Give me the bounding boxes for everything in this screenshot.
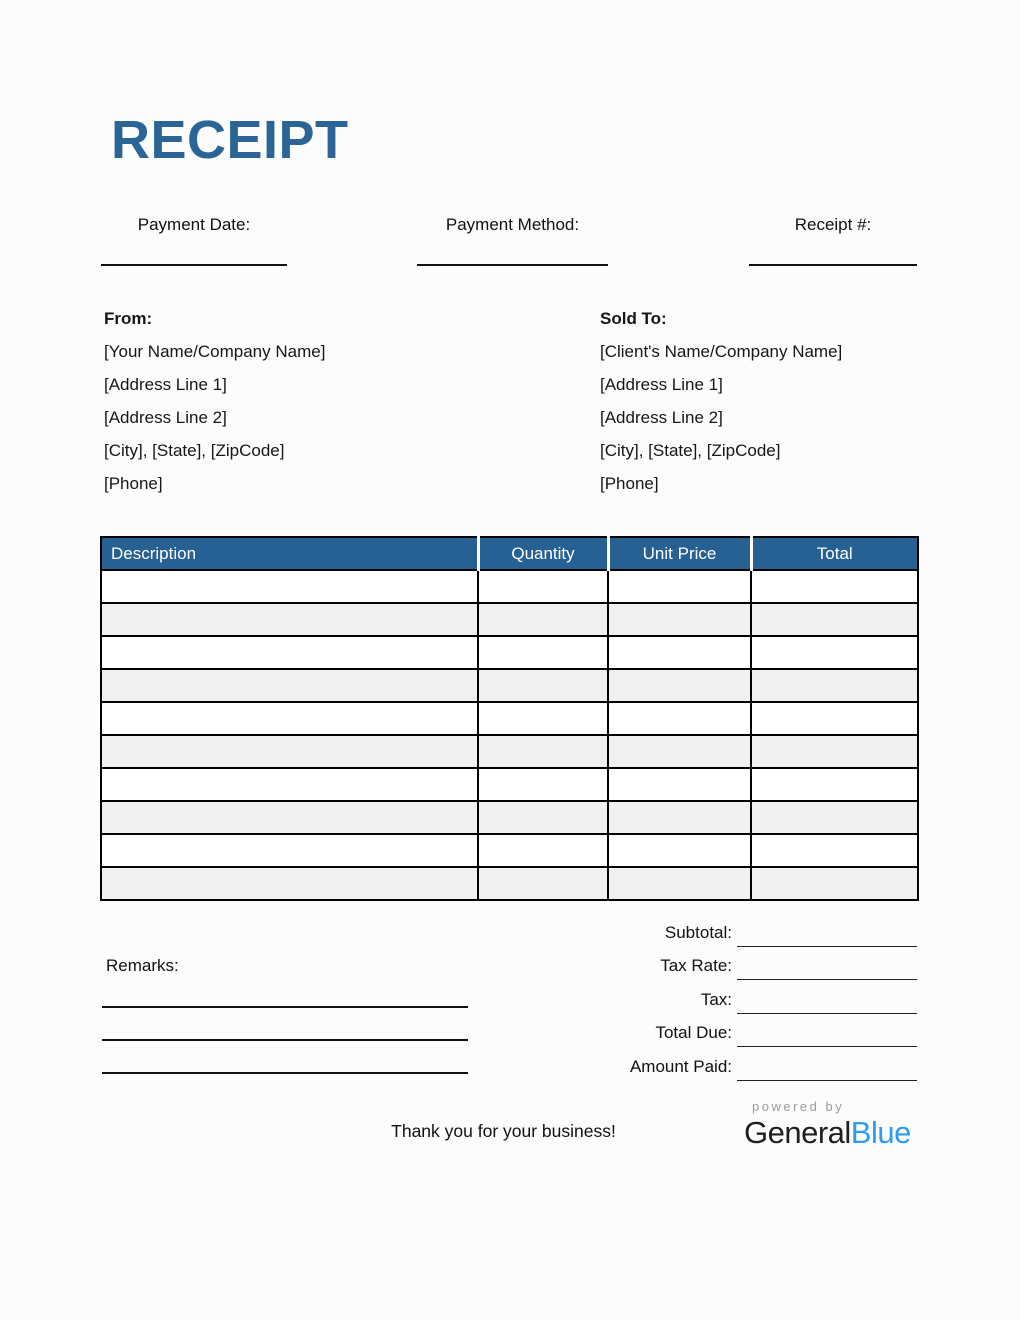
payment-method-field [417,215,608,266]
item-cell-quantity[interactable] [478,801,608,834]
item-cell-total[interactable] [751,867,918,900]
address-line: [Phone] [104,474,163,493]
tax-rate-value-line[interactable] [737,950,917,980]
powered-by-label: powered by [752,1099,845,1114]
brand-general-text: General [744,1115,851,1150]
total-row-tax [600,983,917,1017]
address-line: [Phone] [600,474,659,493]
item-cell-unit-price[interactable] [608,735,751,768]
sold-to-section [600,302,842,500]
item-cell-quantity[interactable] [478,669,608,702]
address-line: [Address Line 2] [104,408,227,427]
thank-you-message: Thank you for your business! [391,1121,616,1141]
item-cell-total[interactable] [751,801,918,834]
item-cell-description[interactable] [101,702,478,735]
item-cell-description[interactable] [101,867,478,900]
receipt-number-field [749,215,917,266]
items-body [101,570,918,900]
total-due-label: Total Due: [655,1023,732,1043]
item-cell-quantity[interactable] [478,603,608,636]
item-cell-quantity[interactable] [478,702,608,735]
column-header-quantity: Quantity [478,537,608,570]
subtotal-label: Subtotal: [664,922,732,942]
item-cell-unit-price[interactable] [608,768,751,801]
item-row [101,735,918,768]
total-row-total-due [600,1017,917,1051]
item-cell-total[interactable] [751,834,918,867]
address-line: [Your Name/Company Name] [104,342,326,361]
item-cell-unit-price[interactable] [608,702,751,735]
column-header-unit-price: Unit Price [608,537,751,570]
item-cell-total[interactable] [751,603,918,636]
item-row [101,867,918,900]
item-cell-quantity[interactable] [478,834,608,867]
remarks-lines [102,990,468,1074]
item-cell-quantity[interactable] [478,768,608,801]
item-cell-unit-price[interactable] [608,801,751,834]
item-row [101,570,918,603]
total-row-amount-paid [600,1050,917,1084]
total-row-subtotal [600,916,917,950]
item-row [101,603,918,636]
item-cell-unit-price[interactable] [608,570,751,603]
item-row [101,834,918,867]
item-row [101,801,918,834]
address-line: [Address Line 1] [104,375,227,394]
item-cell-total[interactable] [751,570,918,603]
receipt-number-input-line[interactable] [749,264,917,266]
item-cell-description[interactable] [101,801,478,834]
totals-section [600,916,917,1084]
item-cell-quantity[interactable] [478,867,608,900]
item-cell-unit-price[interactable] [608,669,751,702]
payment-date-field [101,215,287,266]
item-cell-description[interactable] [101,636,478,669]
brand-logo [744,1099,914,1151]
item-row [101,702,918,735]
from-section [104,302,325,500]
sold-to-heading: Sold To: [600,309,667,328]
item-cell-total[interactable] [751,669,918,702]
item-cell-description[interactable] [101,570,478,603]
item-cell-unit-price[interactable] [608,636,751,669]
payment-date-input-line[interactable] [101,264,287,266]
item-cell-description[interactable] [101,603,478,636]
amount-paid-value-line[interactable] [737,1051,917,1081]
item-cell-total[interactable] [751,768,918,801]
remarks-input-line[interactable] [102,1008,468,1041]
from-heading: From: [104,309,153,328]
item-cell-unit-price[interactable] [608,603,751,636]
subtotal-value-line[interactable] [737,917,917,947]
items-table [100,536,919,901]
item-row [101,768,918,801]
brand-blue-text: Blue [850,1115,911,1150]
item-cell-quantity[interactable] [478,735,608,768]
tax-value-line[interactable] [737,984,917,1014]
item-cell-description[interactable] [101,834,478,867]
item-row [101,636,918,669]
remarks-input-line[interactable] [102,990,468,1008]
receipt-number-label: Receipt #: [794,215,872,234]
item-row [101,669,918,702]
remarks-label: Remarks: [106,956,179,975]
item-cell-unit-price[interactable] [608,834,751,867]
address-line: [Client's Name/Company Name] [600,342,843,361]
column-header-description: Description [101,537,478,570]
sold-to-lines [600,335,842,500]
item-cell-description[interactable] [101,669,478,702]
brand-wordmark [744,1115,914,1151]
amount-paid-label: Amount Paid: [629,1056,732,1076]
payment-method-input-line[interactable] [417,264,608,266]
item-cell-total[interactable] [751,735,918,768]
item-cell-description[interactable] [101,735,478,768]
tax-rate-label: Tax Rate: [660,956,732,976]
item-cell-unit-price[interactable] [608,867,751,900]
address-line: [Address Line 2] [600,408,723,427]
tax-label: Tax: [700,989,732,1009]
item-cell-description[interactable] [101,768,478,801]
item-cell-quantity[interactable] [478,570,608,603]
address-line: [Address Line 1] [600,375,723,394]
address-line: [City], [State], [ZipCode] [104,441,285,460]
address-line: [City], [State], [ZipCode] [600,441,781,460]
payment-date-label: Payment Date: [137,215,251,234]
item-cell-total[interactable] [751,636,918,669]
item-cell-total[interactable] [751,702,918,735]
from-lines [104,335,325,500]
items-header-row [101,537,918,570]
total-row-tax-rate [600,950,917,984]
payment-method-label: Payment Method: [445,215,580,234]
document-title: RECEIPT [111,110,349,170]
column-header-total: Total [751,537,918,570]
remarks-input-line[interactable] [102,1041,468,1074]
total-due-value-line[interactable] [737,1017,917,1047]
item-cell-quantity[interactable] [478,636,608,669]
